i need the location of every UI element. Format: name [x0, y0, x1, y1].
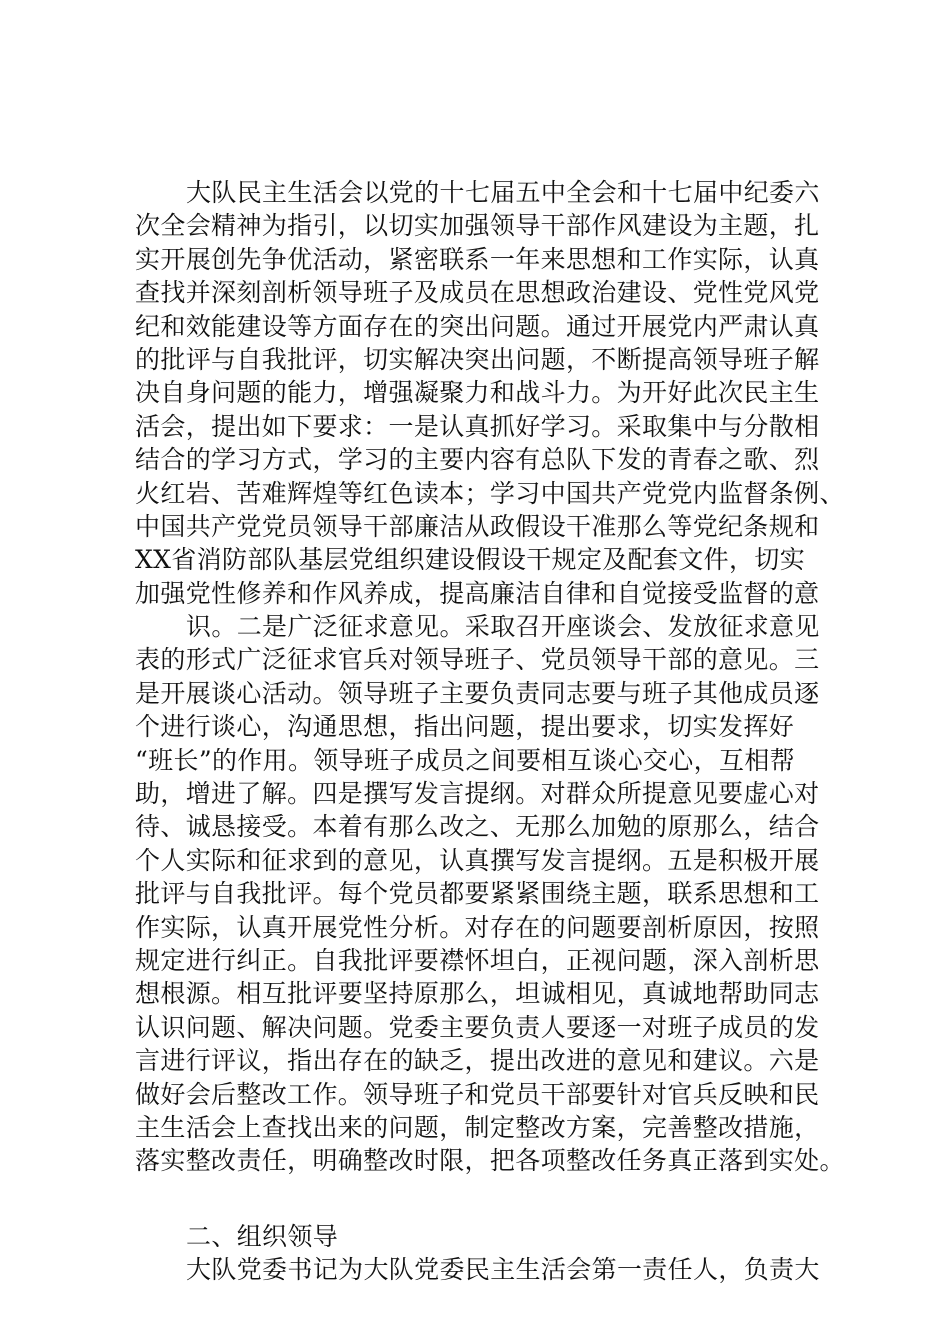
text-line: 言进行评议，指出存在的缺乏，提出改进的意见和建议。六是	[135, 1046, 820, 1076]
text-line: 助，增进了解。四是撰写发言提纲。对群众所提意见要虚心对	[135, 779, 820, 809]
paragraph-3	[135, 1253, 835, 1286]
text-line: 做好会后整改工作。领导班子和党员干部要针对官兵反映和民	[135, 1079, 820, 1109]
text-line: 中国共产党党员领导干部廉洁从政假设干准那么等党纪条规和	[135, 511, 820, 541]
text-line: XX省消防部队基层党组织建设假设干规定及配套文件，切实	[135, 545, 806, 575]
text-line: 活会，提出如下要求：一是认真抓好学习。采取集中与分散相	[135, 411, 820, 441]
text-line: 识。二是广泛征求意见。采取召开座谈会、发放征求意见	[186, 612, 820, 642]
paragraph-1	[135, 176, 845, 610]
section-heading: 二、组织领导	[186, 1221, 339, 1251]
text-line: 实开展创先争优活动，紧密联系一年来思想和工作实际，认真	[135, 244, 820, 274]
text-line: 想根源。相互批评要坚持原那么，坦诚相见，真诚地帮助同志	[135, 979, 820, 1009]
paragraph-2	[135, 610, 845, 1178]
text-line: 纪和效能建设等方面存在的突出问题。通过开展党内严肃认真	[135, 311, 820, 341]
text-line: 是开展谈心活动。领导班子主要负责同志要与班子其他成员逐	[135, 678, 820, 708]
text-line: 加强党性修养和作风养成，提高廉洁自律和自觉接受监督的意	[135, 578, 820, 608]
text-line: 查找并深刻剖析领导班子及成员在思想政治建设、党性党风党	[135, 278, 820, 308]
text-line: 的批评与自我批评，切实解决突出问题，不断提高领导班子解	[135, 344, 820, 374]
document-body	[135, 176, 845, 1287]
text-line: 结合的学习方式，学习的主要内容有总队下发的青春之歌、烈	[135, 445, 820, 475]
text-line: 表的形式广泛征求官兵对领导班子、党员领导干部的意见。三	[135, 645, 820, 675]
text-line: “班长”的作用。领导班子成员之间要相互谈心交心，互相帮	[135, 745, 796, 775]
text-line: 主生活会上查找出来的问题，制定整改方案，完善整改措施，	[135, 1112, 820, 1142]
text-line: 认识问题、解决问题。党委主要负责人要逐一对班子成员的发	[135, 1012, 820, 1042]
text-line: 个人实际和征求到的意见，认真撰写发言提纲。五是积极开展	[135, 845, 820, 875]
text-line: 个进行谈心，沟通思想，指出问题，提出要求，切实发挥好	[135, 712, 795, 742]
text-line: 决自身问题的能力，增强凝聚力和战斗力。为开好此次民主生	[135, 378, 820, 408]
text-line: 落实整改责任，明确整改时限，把各项整改任务真正落到实处。	[135, 1146, 845, 1176]
text-line: 大队党委书记为大队党委民主生活会第一责任人，负责大	[186, 1255, 820, 1285]
text-line: 火红岩、苦难辉煌等红色读本；学习中国共产党党内监督条例、	[135, 478, 845, 508]
text-line: 批评与自我批评。每个党员都要紧紧围绕主题，联系思想和工	[135, 879, 820, 909]
text-line: 次全会精神为指引，以切实加强领导干部作风建设为主题，扎	[135, 211, 820, 241]
section-gap	[135, 1178, 835, 1220]
text-line: 作实际，认真开展党性分析。对存在的问题要剖析原因，按照	[135, 912, 820, 942]
text-line: 规定进行纠正。自我批评要襟怀坦白，正视问题，深入剖析思	[135, 945, 820, 975]
text-line: 大队民主生活会以党的十七届五中全会和十七届中纪委六	[186, 178, 820, 207]
text-line: 待、诚恳接受。本着有那么改之、无那么加勉的原那么，结合	[135, 812, 820, 842]
